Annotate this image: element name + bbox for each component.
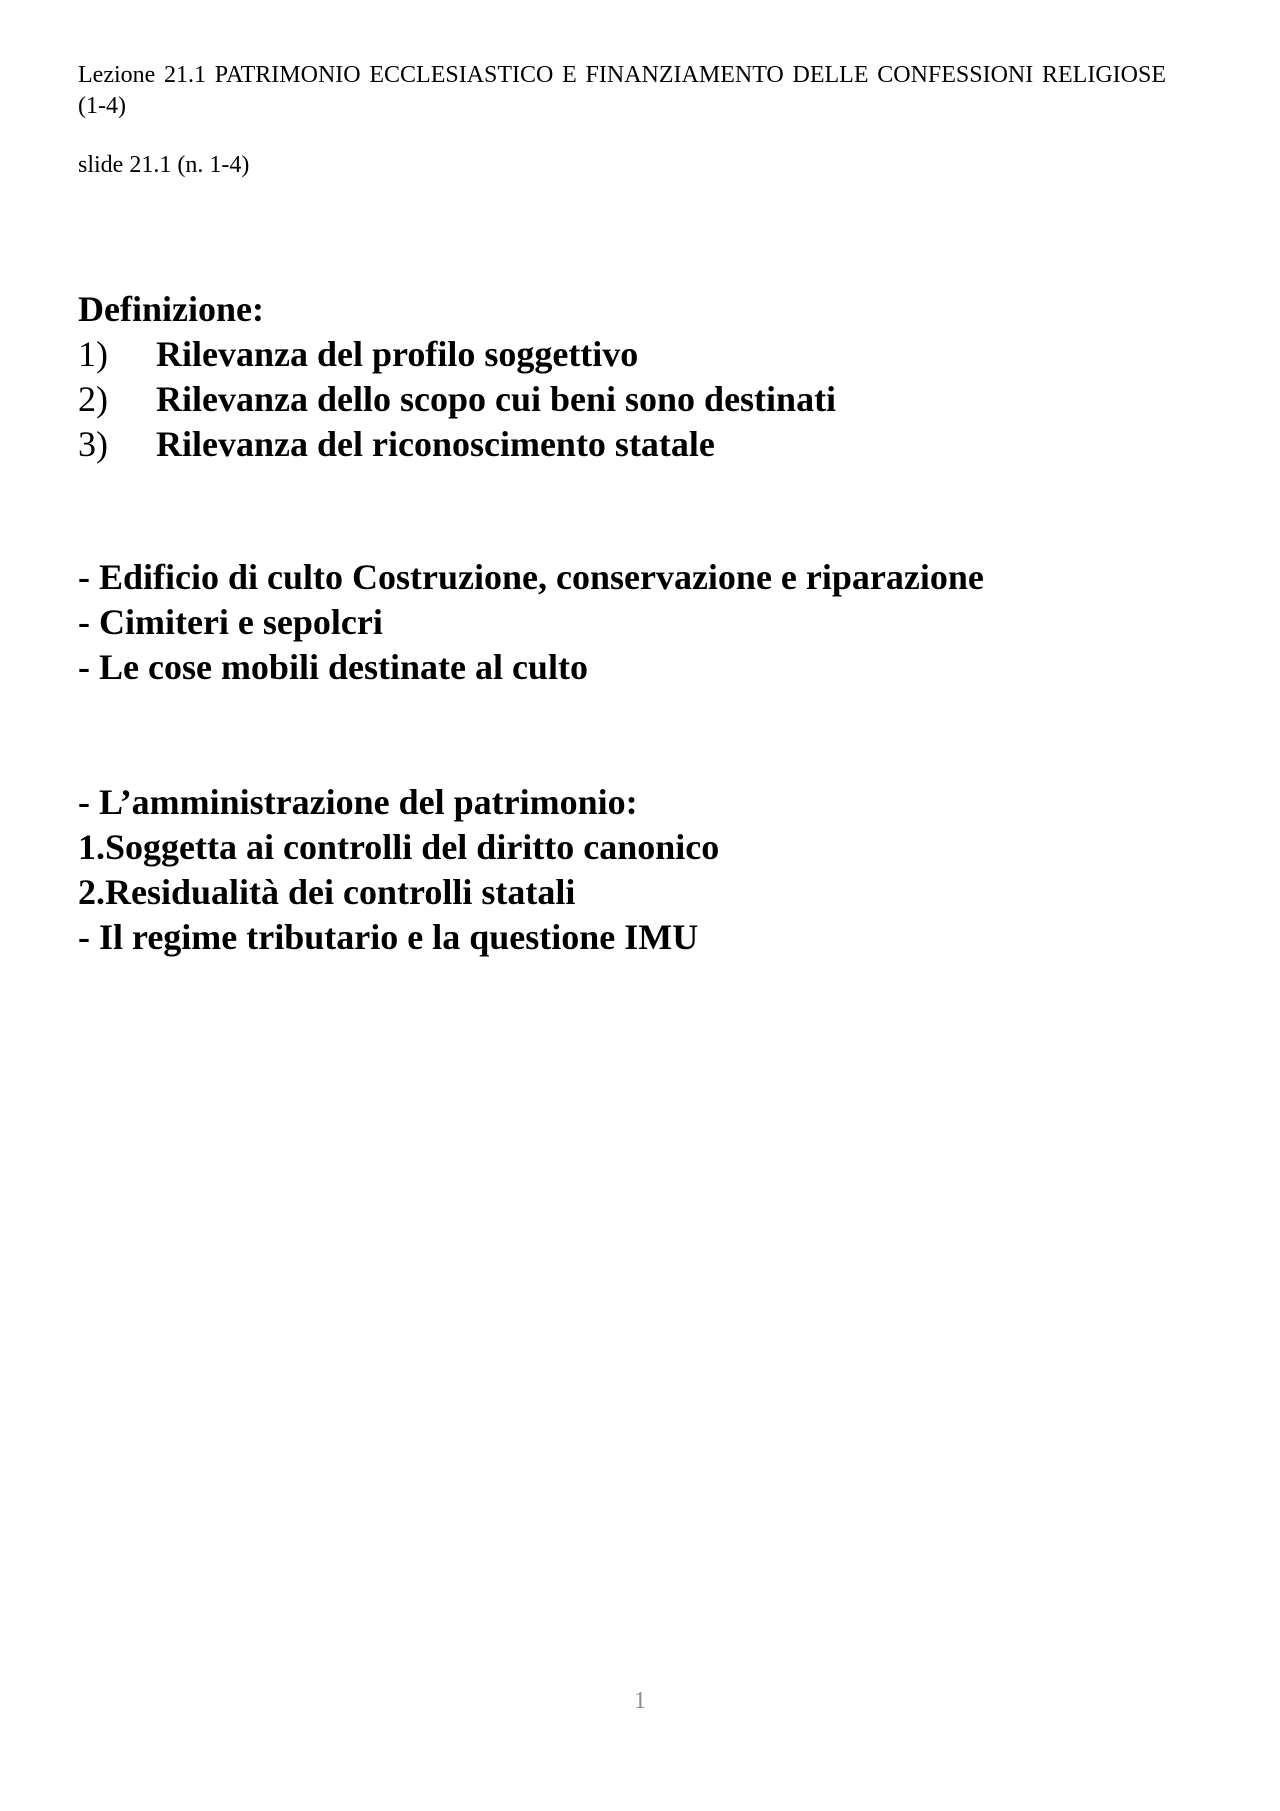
administration-list: [78, 780, 719, 960]
item-number: 1): [78, 334, 108, 374]
definition-item: [78, 422, 836, 467]
list-item: - Edificio di culto Costruzione, conservazione e riparazione: [78, 557, 984, 597]
lesson-title: Lezione 21.1 PATRIMONIO ECCLESIASTICO E FINANZIAMENTO DELLE CONFESSIONI RELIGIOSE (1-4): [78, 62, 1166, 119]
list-item: 1.Soggetta ai controlli del diritto canonico: [78, 827, 720, 867]
list-item: - Il regime tributario e la questione IMU: [78, 917, 699, 957]
definition-heading: Definizione:: [78, 289, 264, 329]
list-item: 2.Residualità dei controlli statali: [78, 872, 576, 912]
goods-list: [78, 555, 984, 690]
list-item: - L’amministrazione del patrimonio:: [78, 782, 638, 822]
item-text: Rilevanza del profilo soggettivo: [156, 334, 639, 374]
page-number: 1: [634, 1688, 646, 1714]
item-number: 2): [78, 379, 108, 419]
item-text: Rilevanza dello scopo cui beni sono destinati: [156, 379, 837, 419]
slide-reference: slide 21.1 (n. 1-4): [78, 152, 250, 178]
item-number: 3): [78, 424, 108, 464]
definition-item: [78, 377, 836, 422]
definition-item: [78, 332, 836, 377]
document-header: [78, 60, 1166, 178]
item-text: Rilevanza del riconoscimento statale: [156, 424, 715, 464]
list-item: - Cimiteri e sepolcri: [78, 602, 383, 642]
list-item: - Le cose mobili destinate al culto: [78, 647, 588, 687]
definition-list: [78, 332, 836, 467]
